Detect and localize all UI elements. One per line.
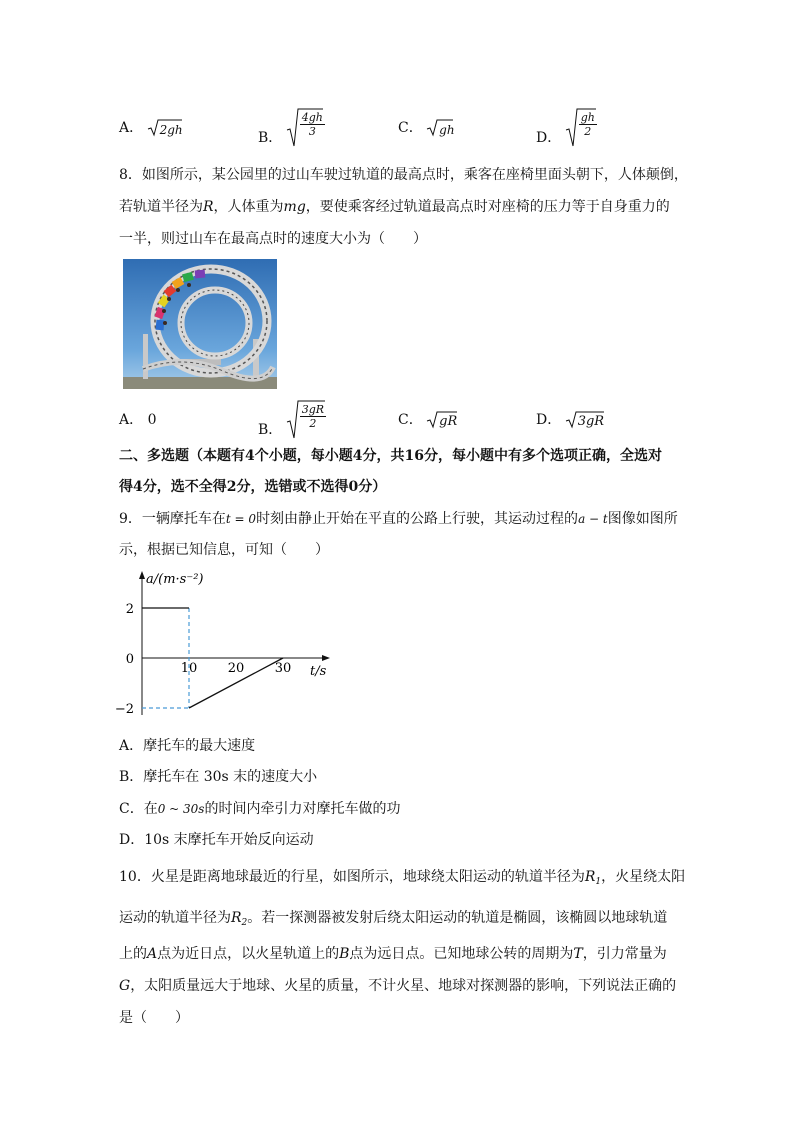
text: C．在 — [119, 801, 158, 817]
q7-option-b — [258, 108, 323, 148]
q10-line-4 — [119, 976, 676, 996]
q8-option-d — [536, 410, 604, 430]
y-tick-label: −2 — [114, 702, 134, 717]
option-letter: C． — [398, 412, 423, 428]
text: 运动的轨道半径为 — [119, 910, 231, 926]
q8-line-1: 8．如图所示，某公园里的过山车驶过轨道的最高点时，乘客在座椅里面头朝下，人体颠倒， — [119, 167, 688, 183]
text: 9．一辆摩托车在 — [119, 511, 226, 527]
point-B: B — [339, 946, 350, 962]
sqrt-expression — [566, 411, 604, 429]
q8-option-c — [398, 410, 457, 430]
denominator: 3 — [308, 125, 316, 138]
sqrt-fraction — [566, 108, 596, 148]
math-range: 0 ~ 30s — [157, 802, 205, 816]
roller-coaster-illustration — [123, 259, 277, 389]
q9-option-c — [119, 799, 400, 819]
text: ，引力常量为 — [582, 946, 667, 962]
var-mg: mg — [283, 199, 306, 215]
text: 图像如图所 — [607, 511, 678, 527]
radicand: gR — [439, 414, 458, 429]
fraction — [300, 111, 325, 138]
var-R2: R — [231, 910, 242, 926]
text: 时刻由静止开始在平直的公路上行驶，其运动过程的 — [256, 511, 579, 527]
option-letter: D． — [536, 130, 562, 146]
roller-coaster-photo — [123, 259, 277, 389]
sqrt-fraction — [287, 108, 323, 148]
q10-line-1 — [119, 867, 685, 892]
var-T: T — [573, 946, 583, 962]
y-tick-label: 0 — [125, 652, 134, 667]
subscript: 2 — [241, 918, 248, 928]
option-letter: A． — [119, 120, 144, 136]
denominator: 2 — [584, 125, 592, 138]
radicand: gh — [439, 123, 455, 137]
sqrt-fraction — [287, 400, 325, 440]
x-tick-label: 30 — [274, 661, 292, 676]
q9-option-a: A．摩托车的最大速度 — [119, 738, 256, 754]
text: 若轨道半径为 — [119, 199, 203, 215]
q9-line-2: 示，根据已知信息，可知（ ） — [119, 542, 329, 558]
q10-line-2 — [119, 908, 667, 933]
radicand: 2gh — [159, 123, 183, 137]
option-letter: D． — [536, 412, 562, 428]
x-axis-arrow — [322, 655, 330, 661]
var-R: R — [203, 199, 214, 215]
x-tick-label: 10 — [180, 661, 198, 676]
q9-line-1 — [119, 509, 678, 529]
q7-option-d — [536, 108, 596, 148]
a-t-chart — [110, 565, 340, 725]
point-A: A — [147, 946, 158, 962]
fraction — [579, 111, 597, 138]
text: 的时间内牵引力对摩托车做的功 — [204, 801, 401, 817]
text: 点为近日点，以火星轨道上的 — [157, 946, 340, 962]
text: 10．火星是距离地球最近的行星，如图所示，地球绕太阳运动的轨道半径为 — [119, 869, 585, 885]
y-axis-label: a/(m·s⁻²) — [146, 572, 204, 587]
text: ，人体重为 — [213, 199, 284, 215]
denominator: 2 — [309, 417, 317, 430]
var-G: G — [119, 978, 131, 994]
q9-option-b: B．摩托车在 30s 末的速度大小 — [119, 769, 318, 785]
q7-option-c — [398, 118, 453, 138]
x-tick-label: 20 — [227, 661, 245, 676]
sqrt-expression — [427, 119, 453, 137]
numerator: 4gh — [301, 111, 323, 124]
q8-option-b — [258, 400, 325, 440]
text: ，要使乘客经过轨道最高点时对座椅的压力等于自身重力的 — [305, 199, 670, 215]
section-heading-line-1: 二、多选题（本题有4个小题，每小题4分，共16分，每小题中有多个选项正确，全选对 — [119, 448, 662, 464]
subscript: 1 — [595, 877, 602, 887]
q8-option-a — [119, 410, 157, 430]
text: 点为远日点。已知地球公转的周期为 — [349, 946, 574, 962]
text: 上的 — [119, 946, 147, 962]
q8-line-3: 一半，则过山车在最高点时的速度大小为（ ） — [119, 231, 427, 247]
option-letter: B． — [258, 130, 283, 146]
y-axis-arrow — [139, 571, 145, 579]
math-a-t: a − t — [578, 512, 608, 526]
var-R1: R — [584, 869, 596, 885]
fraction — [300, 403, 326, 430]
numerator: gh — [580, 111, 595, 124]
text: ，火星绕太阳 — [601, 869, 686, 885]
y-tick-label: 2 — [125, 602, 134, 617]
numerator: 3gR — [301, 403, 325, 416]
sqrt-expression — [427, 411, 457, 429]
x-axis-label: t/s — [310, 664, 327, 679]
option-letter: C． — [398, 120, 423, 136]
option-value: 0 — [147, 412, 157, 428]
q8-line-2 — [119, 197, 670, 217]
option-letter: B． — [258, 422, 283, 438]
q10-line-3 — [119, 944, 667, 964]
option-letter: A． — [119, 412, 144, 428]
text: 。若一探测器被发射后绕太阳运动的轨道是椭圆，该椭圆以地球轨道 — [247, 910, 668, 926]
q10-line-5: 是（ ） — [119, 1010, 189, 1026]
q9-option-d: D．10s 末摩托车开始反向运动 — [119, 832, 314, 848]
q7-option-a — [119, 118, 182, 138]
section-heading-line-2: 得4分，选不全得2分，选错或不选得0分） — [119, 479, 387, 495]
sqrt-expression — [148, 119, 182, 137]
math-t0: t = 0 — [225, 512, 257, 526]
text: ，太阳质量远大于地球、火星的质量，不计火星、地球对探测器的影响，下列说法正确的 — [130, 978, 677, 994]
radicand: 3gR — [577, 414, 605, 429]
